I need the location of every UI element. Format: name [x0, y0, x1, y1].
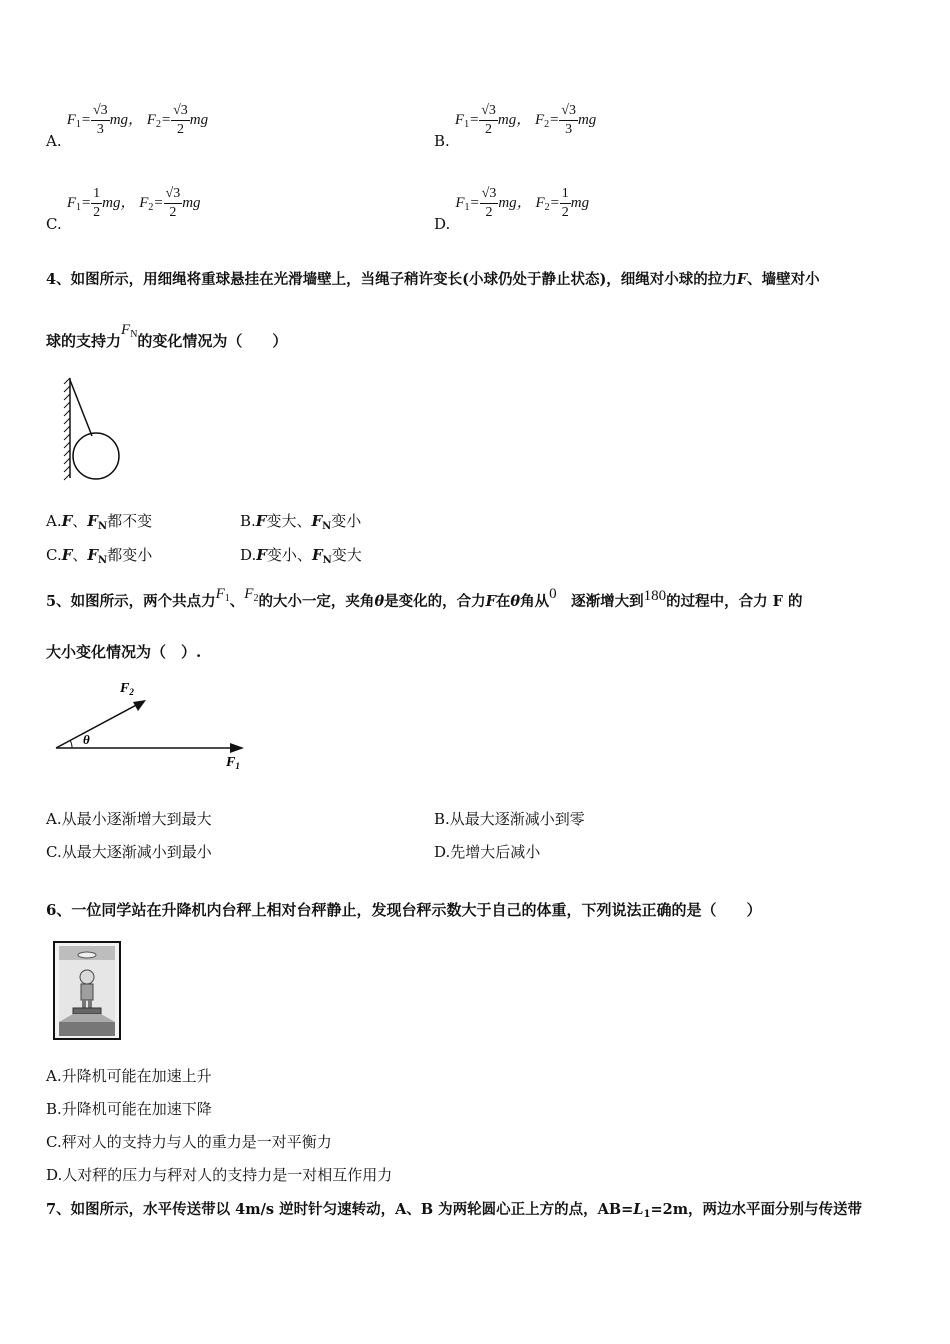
q4-wall-ball-figure [60, 376, 140, 488]
q3-option-b-formula: $F_1=$ $\frac{√3}{2}$ mg， $F_2=$ $\frac{√3}{3}$ mg [454, 103, 597, 137]
q5-stem-line1: 5、如图所示，两个共点力$F_1$、$F_2$的大小一定，夹角θ是变化的，合力F在θ角从0 逐渐增大到180的过程中，合力 F 的 [46, 586, 803, 610]
q5-option-c: C.从最大逐渐减小到最小 [46, 843, 212, 861]
q6-option-b: B.升降机可能在加速下降 [46, 1100, 212, 1118]
q5-option-b: B.从最大逐渐减小到零 [434, 810, 585, 828]
q5-option-d: D.先增大后减小 [434, 843, 541, 861]
q7-stem: 7、如图所示，水平传送带以 4m/s 逆时针匀速转动，A、B 为两轮圆心正上方的点，$AB=L_1=2m$，两边水平面分别与传送带 [46, 1201, 863, 1220]
q3-option-a-formula: $F_1=$ $\frac{√3}{3}$ mg， $F_2=$ $\frac{√3}{2}$ mg [66, 103, 209, 137]
q5-option-a: A.从最小逐渐增大到最大 [46, 810, 212, 828]
q3-option-a: A. $F_1=$ $\frac{√3}{3}$ mg， $F_2=$ $\frac{√3}{2}$ mg [46, 103, 209, 150]
q4-option-a: A.F、$F_N$都不变 [46, 512, 153, 532]
q6-elevator-figure [53, 941, 121, 1041]
f2-arrowhead [133, 700, 146, 711]
rope-line [70, 380, 92, 436]
q6-stem: 6、一位同学站在升降机内台秤上相对台秤静止，发现台秤示数大于自己的体重，下列说法正确的是（ ） [46, 901, 762, 919]
q6-option-d: D.人对秤的压力与秤对人的支持力是一对相互作用力 [46, 1166, 393, 1184]
q5-force-figure [50, 676, 260, 776]
q3-option-d-formula: $F_1=$ $\frac{√3}{2}$ mg， $F_2=$ $\frac{1}{2}$ mg [455, 186, 590, 220]
q4-option-b: B.F变大、$F_N$变小 [240, 512, 362, 532]
q4-option-c: C.F、$F_N$都变小 [46, 546, 153, 566]
f1-arrowhead [230, 743, 244, 753]
person-body [81, 984, 93, 1000]
scale [73, 1008, 101, 1014]
q3-option-c: C. $F_1=$ $\frac{1}{2}$ mg， $F_2=$ $\frac{√3}{2}$ mg [46, 186, 201, 233]
fig-theta-label: θ [83, 732, 90, 747]
q3-option-d: D. $F_1=$ $\frac{√3}{2}$ mg， $F_2=$ $\frac{1}{2}$ mg [434, 186, 590, 233]
q4-stem-line2: 球的支持力$F_N$的变化情况为（ ） [46, 322, 288, 350]
q6-option-c: C.秤对人的支持力与人的重力是一对平衡力 [46, 1133, 332, 1151]
q3-option-c-formula: $F_1=$ $\frac{1}{2}$ mg， $F_2=$ $\frac{√3}{2}$ mg [66, 186, 201, 220]
fig-f1-label: $F_1$ [226, 755, 240, 771]
fig-f2-label: $F_2$ [120, 681, 134, 697]
person-head [80, 970, 94, 984]
ball-circle [73, 433, 119, 479]
theta-arc [70, 740, 72, 748]
q4-option-d: D.F变小、$F_N$变大 [240, 546, 362, 566]
f2-arrow [56, 702, 142, 748]
q4-stem-line1: 4、如图所示，用细绳将重球悬挂在光滑墙壁上，当绳子稍许变长(小球仍处于静止状态)，细绳对小球的拉力F、墙壁对小 [46, 271, 820, 288]
q6-option-a: A.升降机可能在加速上升 [46, 1067, 212, 1085]
q5-stem-line2: 大小变化情况为（ ）. [46, 643, 202, 661]
q3-option-b: B. $F_1=$ $\frac{√3}{2}$ mg， $F_2=$ $\frac{√3}{3}$ mg [434, 103, 597, 150]
